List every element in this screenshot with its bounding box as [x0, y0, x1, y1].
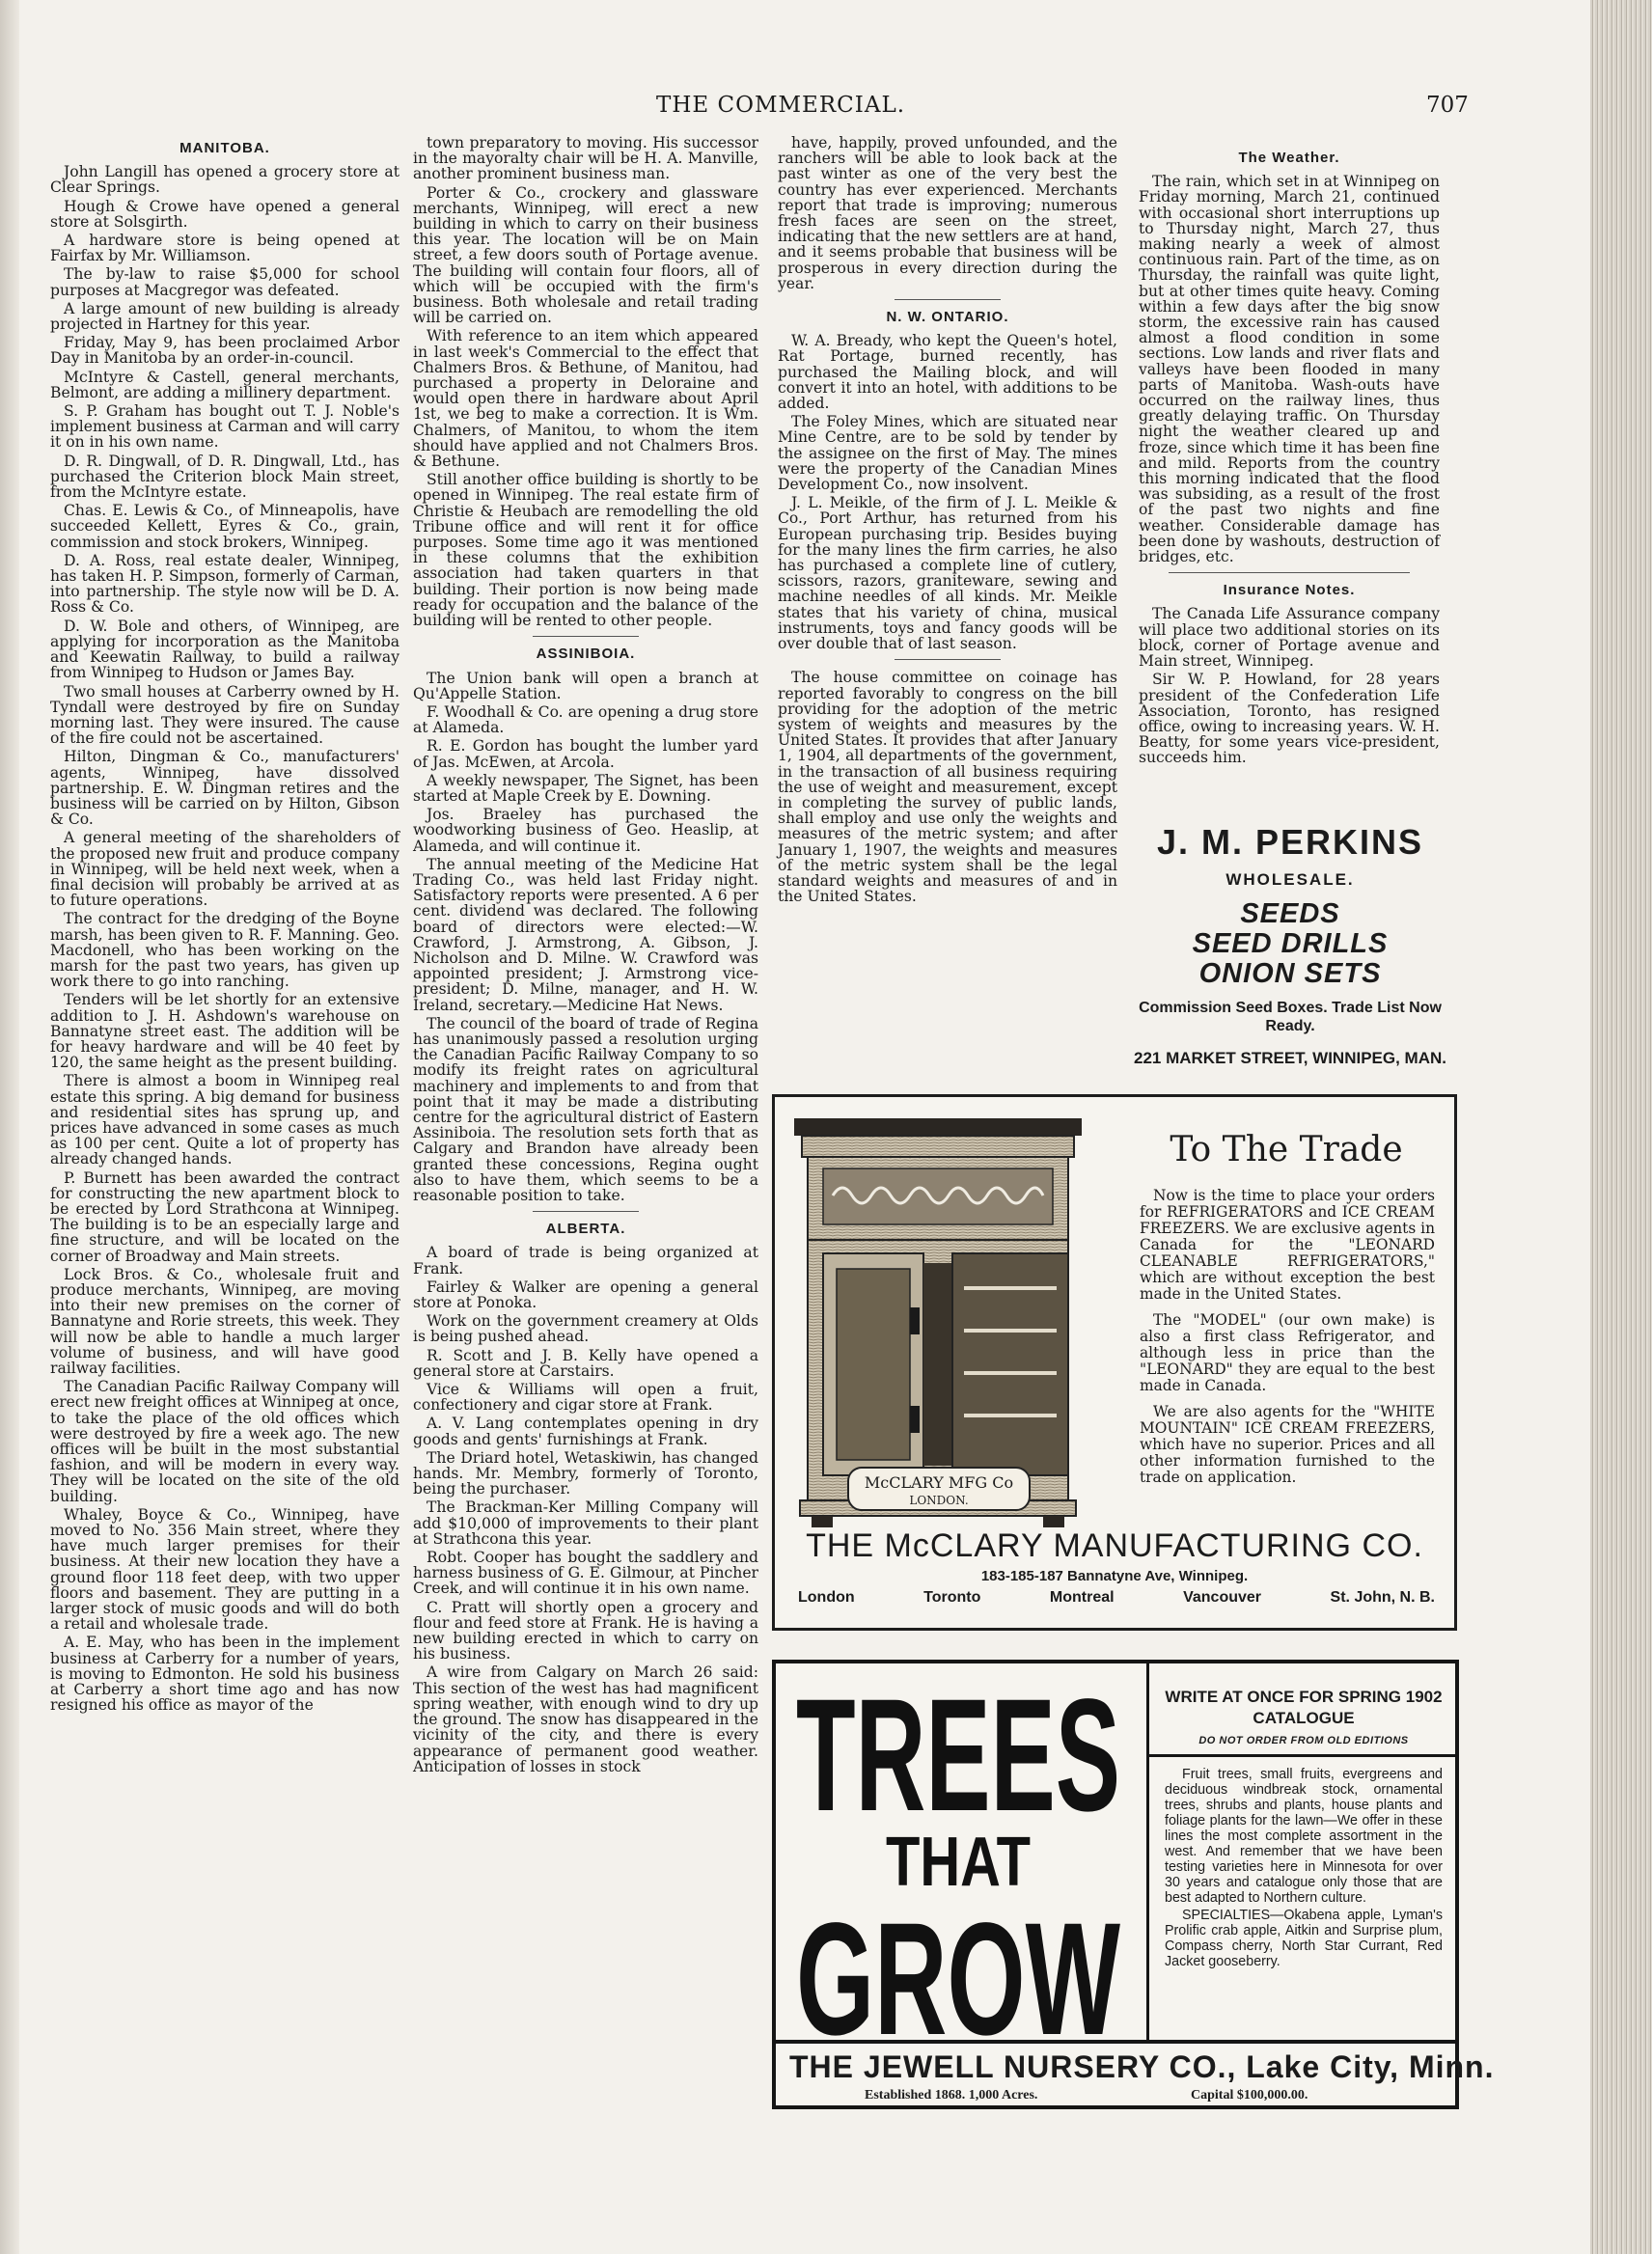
perkins-commission-note: Commission Seed Boxes. Trade List Now Ready.: [1139, 1000, 1442, 1034]
article-paragraph: F. Woodhall & Co. are opening a drug store at Alameda.: [413, 702, 758, 737]
article-paragraph: The by-law to raise $5,000 for school purposes at Macgregor was defeated.: [50, 265, 399, 299]
article-paragraph: A. E. May, who has been in the implement business at Carberry for a number of years, is moving to Edmonton. He sold his business at Carberry a short time ago and has now resigned his office as mayor of the: [50, 1634, 399, 1715]
refrigerator-illustration: [794, 1118, 1082, 1527]
article-paragraph: S. P. Graham has bought out T. J. Noble's implement business at Carman and will carry it on in his own name.: [50, 402, 399, 452]
maker-plate-line-1: McCLARY MFG Co: [864, 1473, 1014, 1492]
article-paragraph: Chas. E. Lewis & Co., of Minneapolis, have succeeded Kellett, Eyres & Co., grain, commission and stock brokers, Winnipeg.: [50, 502, 399, 551]
article-paragraph: Lock Bros. & Co., wholesale fruit and produce merchants, Winnipeg, are moving into their new premises on the corner of Bannatyne and Rorie streets, this week. They will now be able to handle a much larger volume of business, and will have good railway facilities.: [50, 1265, 399, 1378]
article-paragraph: C. Pratt will shortly open a grocery and flour and feed store at Frank. He is having a new building erected in which to carry on his business.: [413, 1598, 758, 1663]
article-paragraph: Jos. Braeley has purchased the woodworking business of Geo. Heaslip, at Alameda, and will continue it.: [413, 806, 758, 855]
article-paragraph: Sir W. P. Howland, for 28 years president of the Confederation Life Association, Toronto, has resigned office, owing to increasing years. W. H. Beatty, for some years vice-president, succeeds him.: [1139, 671, 1440, 767]
publication-title: THE COMMERCIAL.: [656, 93, 906, 118]
article-paragraph: Two small houses at Carberry owned by H. Tyndall were destroyed by fire on Sunday morning last. They were insured. The cause of the fire could not be ascertained.: [50, 682, 399, 748]
right-page-edges: [1590, 0, 1652, 2254]
article-paragraph: A board of trade is being organized at Frank.: [413, 1244, 758, 1278]
section-heading-insurance: Insurance Notes.: [1223, 582, 1356, 599]
section-divider: [895, 299, 1001, 300]
column-three: [778, 135, 1117, 907]
jewell-established: Established 1868. 1,000 Acres.: [865, 2088, 1038, 2103]
section-heading-alberta: ALBERTA.: [545, 1221, 626, 1238]
article-paragraph: Hilton, Dingman & Co., manufacturers' agents, Winnipeg, have dissolved partnership. E. W. Dingman retires and the business will be carried on by Hilton, Gibson & Co.: [50, 748, 399, 829]
article-paragraph: The Union bank will open a branch at Qu'Appelle Station.: [413, 669, 758, 702]
article-paragraph: Robt. Cooper has bought the saddlery and harness business of G. E. Gilmour, at Pincher Creek, and will continue it in his own name.: [413, 1549, 758, 1598]
article-paragraph: Hough & Crowe have opened a general store at Solsgirth.: [50, 197, 399, 231]
article-paragraph: have, happily, proved unfounded, and the ranchers will be able to look back at the past winter as one of the very best the country has ever experienced. Merchants report that trade is improving; numerous fresh faces are seen on the street, indicating that the new settlers are at hand, and it seems probable that business will be prosperous in every direction during the year.: [778, 134, 1117, 292]
maker-plate-line-2: LONDON.: [909, 1494, 969, 1507]
svg-text:GROW: GROW: [796, 1899, 1121, 2044]
article-paragraph: D. R. Dingwall, of D. R. Dingwall, Ltd., has purchased the Criterion block Main street, from the McIntyre estate.: [50, 452, 399, 502]
article-paragraph: Work on the government creamery at Olds is being pushed ahead.: [413, 1312, 758, 1346]
page-number: 707: [1426, 93, 1469, 118]
article-paragraph: A weekly newspaper, The Signet, has been started at Maple Creek by E. Downing.: [413, 771, 758, 805]
section-divider: [895, 659, 1001, 660]
article-paragraph: A hardware store is being opened at Fairfax by Mr. Williamson.: [50, 232, 399, 265]
svg-text:TREES: TREES: [796, 1675, 1120, 1820]
article-paragraph: The Canadian Pacific Railway Company will erect new freight offices at Winnipeg at once, to take the place of the old offices which were destroyed by fire a week ago. The new offices will be built in the most substantial fashion, and will be modern in every way. They will be located on the site of the old building.: [50, 1378, 399, 1505]
article-paragraph: The Foley Mines, which are situated near Mine Centre, are to be sold by tender by the assignee on the first of May. The mines were the property of the Canadian Mines Development Co., now insolvent.: [778, 413, 1117, 494]
article-paragraph: The Driard hotel, Wetaskiwin, has changed hands. Mr. Membry, formerly of Toronto, being the purchaser.: [413, 1448, 758, 1498]
to-the-trade-heading: To The Trade: [1170, 1130, 1403, 1169]
section-divider: [533, 636, 639, 637]
article-paragraph: Still another office building is shortly to be opened in Winnipeg. The real estate firm of Christie & Heubach are remodelling the old Tribune office and will rent it for office purposes. Some time ago it was mentioned in these columns that the exhibition association had taken quarters in that building. Their portion is now being made ready for occupation and the balance of the building will be rented to other people.: [413, 471, 758, 630]
old-editions-notice: DO NOT ORDER FROM OLD EDITIONS: [1198, 1735, 1409, 1746]
perkins-wholesale: WHOLESALE.: [1225, 870, 1355, 889]
city-toronto: Toronto: [923, 1589, 981, 1606]
mcclary-cities: [798, 1589, 1435, 1607]
section-heading-weather: The Weather.: [1238, 150, 1340, 166]
article-paragraph: The council of the board of trade of Regina has unanimously passed a resolution urging the Canadian Pacific Railway Company to so modify its freight rates on agricultural machinery and implements to and from that point that it may be made a distributing centre for the agricultural district of Eastern Assiniboia. The resolution sets forth that as Calgary and Brandon have already been granted these concessions, Regina ought also to have them, which seems to be a reasonable position to take.: [413, 1014, 758, 1204]
article-paragraph: Porter & Co., crockery and glassware merchants, Winnipeg, will erect a new building in which to carry on their business this year. The location will be on Main street, a few doors south of Portage avenue. The building will contain four floors, all of which will be occupied with the firm's business. Both wholesale and retail trading will be carried on.: [413, 183, 758, 327]
article-paragraph: J. L. Meikle, of the firm of J. L. Meikle & Co., Port Arthur, has returned from his European purchasing trip. Besides buying for the many lines the firm carries, he also has purchased a complete line of cutlery, scissors, razors, graniteware, sewing and machine needles of all kinds. Mr. Meikle states that his variety of china, musical instruments, toys and fancy goods will be over double that of last season.: [778, 494, 1117, 653]
article-paragraph: The contract for the dredging of the Boyne marsh, has been given to R. F. Manning. Geo. Macdonell, who has been working on the marsh for the past two years, has given up work there to go into ranching.: [50, 910, 399, 991]
perkins-product-seeds: SEEDS: [1240, 898, 1340, 929]
article-paragraph: town preparatory to moving. His successor in the mayoralty chair will be H. A. Manville, another prominent business man.: [413, 134, 758, 183]
article-paragraph: The Canada Life Assurance company will place two additional stories on its block, corner of Portage avenue and Main street, Winnipeg.: [1139, 605, 1440, 671]
jewell-catalogue-panel: [1146, 1663, 1458, 2042]
nw-ontario-items: [778, 333, 1117, 651]
article-paragraph: P. Burnett has been awarded the contract for constructing the new apartment block to be erected by Lord Strathcona at Winnipeg. The building is to be an especially large and fine structure, and will be located on the corner of Broadway and Main streets.: [50, 1168, 399, 1265]
article-paragraph: A large amount of new building is already projected in Hartney for this year.: [50, 299, 399, 334]
insurance-items: [1139, 606, 1440, 765]
article-paragraph: A wire from Calgary on March 26 said: This section of the west has had magnificent spring weather, with enough wind to dry up the ground. The snow has disappeared in the vicinity of the city, and there is every appearance of permanent good weather. Anticipation of losses in stock: [413, 1663, 758, 1775]
alberta-items: [413, 1245, 758, 1774]
city-st-john: St. John, N. B.: [1330, 1589, 1435, 1606]
article-paragraph: A. V. Lang contemplates opening in dry goods and gents' furnishings at Frank.: [413, 1415, 758, 1448]
jewell-paragraph: Fruit trees, small fruits, evergreens and deciduous windbreak stock, ornamental trees, shrubs and plants, house plants and foliage plants for the lawn—We offer in these lines the most complete assortment in the west. And remember that we have been testing varieties here in Minnesota for over 30 years and catalogue only those that are best adapted to Northern culture.: [1165, 1767, 1443, 1906]
mcclary-paragraph: The "MODEL" (our own make) is also a first class Refrigerator, and although less in price than the "LEONARD" they are equal to the best made in Canada.: [1140, 1311, 1435, 1394]
article-paragraph: R. Scott and J. B. Kelly have opened a general store at Carstairs.: [413, 1346, 758, 1380]
alberta-continued-items: [778, 135, 1117, 291]
banner-word-that: [789, 1822, 1127, 1899]
article-paragraph: Whaley, Boyce & Co., Winnipeg, have moved to No. 356 Main street, where they have much larger premises for their business. At their new location they have a ground floor 118 feet deep, with two upper floors and basement. They are putting in a larger stock of music goods and will do both a retail and wholesale trade.: [50, 1505, 399, 1634]
mcclary-paragraph: Now is the time to place your orders for REFRIGERATORS and ICE CREAM FREEZERS. We are exclusive agents in Canada for the "LEONARD CLEANABLE REFRIGERATORS," which are without exception the best made in the United States.: [1140, 1187, 1435, 1303]
perkins-products: [1131, 899, 1449, 989]
banner-word-trees: [789, 1675, 1127, 1820]
mcclary-advertisement: [772, 1094, 1457, 1631]
manitoba-items: [50, 164, 399, 1713]
left-page-edge: [0, 0, 19, 2254]
article-paragraph: With reference to an item which appeared in last week's Commercial to the effect that Chalmers Bros. & Bethune, of Manitou, had purchased a property in Deloraine and would open there in hardware about April 1st, we beg to make a correction. It is Wm. Chalmers, of Manitou, to whom the item should have applied and not Chalmers Bros. & Bethune.: [413, 327, 758, 471]
perkins-address: 221 MARKET STREET, WINNIPEG, MAN.: [1134, 1049, 1446, 1067]
section-heading-nw-ontario: N. W. ONTARIO.: [886, 309, 1009, 326]
article-paragraph: Tenders will be let shortly for an extensive addition to J. H. Ashdown's warehouse on Bannatyne street east. The addition will be for heavy hardware and will be 40 feet by 120, the same height as the present building.: [50, 991, 399, 1072]
page-header: [0, 93, 1602, 122]
article-paragraph: John Langill has opened a grocery store at Clear Springs.: [50, 163, 399, 197]
column-two: [413, 135, 758, 1777]
jewell-company-name: THE JEWELL NURSERY CO., Lake City, Minn.: [789, 2049, 1495, 2084]
article-paragraph: Fairley & Walker are opening a general store at Ponoka.: [413, 1278, 758, 1312]
perkins-product-seed-drills: SEED DRILLS: [1192, 928, 1389, 959]
coinage-items: [778, 670, 1117, 904]
column-four: [1139, 145, 1440, 769]
article-paragraph: McIntyre & Castell, general merchants, Belmont, are adding a millinery department.: [50, 368, 399, 401]
assiniboia-items: [413, 671, 758, 1204]
trees-that-grow-banner: [789, 1675, 1127, 2044]
perkins-advertisement: [1131, 809, 1449, 1079]
column-manitoba: [50, 135, 399, 1717]
jewell-footer: [776, 2040, 1495, 2109]
mcclary-body: [1140, 1188, 1435, 1496]
city-vancouver: Vancouver: [1183, 1589, 1262, 1606]
jewell-nursery-advertisement: [772, 1660, 1495, 2109]
article-paragraph: There is almost a boom in Winnipeg real estate this spring. A big demand for business and residential sites has sprung up, and prices have advanced in some cases as much as 100 per cent. Quite a lot of property has already changed hands.: [50, 1072, 399, 1168]
perkins-product-onion-sets: ONION SETS: [1198, 958, 1382, 989]
article-paragraph: W. A. Bready, who kept the Queen's hotel, Rat Portage, burned recently, has purchased the Mailing block, and will convert it into an hotel, with additions to be added.: [778, 332, 1117, 413]
section-heading-manitoba: MANITOBA.: [179, 140, 270, 156]
manitoba-continued-items: [413, 135, 758, 628]
article-paragraph: D. A. Ross, real estate dealer, Winnipeg, has taken H. P. Simpson, formerly of Carman, into partnership. The style now will be D. A. Ross & Co.: [50, 551, 399, 617]
article-paragraph: R. E. Gordon has bought the lumber yard of Jas. McEwen, at Arcola.: [413, 737, 758, 771]
article-paragraph: The annual meeting of the Medicine Hat Trading Co., was held last Friday night. Satisfactory reports were presented. A 6 per cent. dividend was declared. The following board of directors were elected:—W. Crawford, J. Armstrong, A. Gibson, J. Nicholson and D. Milne. W. Crawford was appointed president; J. Armstrong vice-president; D. Milne, manager, and H. W. Ireland, secretary.—Medicine Hat News.: [413, 855, 758, 1014]
mcclary-paragraph: We are also agents for the "WHITE MOUNTAIN" ICE CREAM FREEZERS, which have no superior. Prices and all other information furnished to the trade on application.: [1140, 1403, 1435, 1486]
article-paragraph: Friday, May 9, has been proclaimed Arbor Day in Manitoba by an order-in-council.: [50, 334, 399, 368]
catalogue-heading: WRITE AT ONCE FOR SPRING 1902 CATALOGUE: [1165, 1688, 1443, 1727]
article-paragraph: The Brackman-Ker Milling Company will add $10,000 of improvements to their plant at Strathcona this year.: [413, 1498, 758, 1548]
jewell-capital: Capital $100,000.00.: [1191, 2088, 1308, 2103]
section-divider: [533, 1211, 639, 1212]
article-paragraph: The house committee on coinage has reported favorably to congress on the bill providing for the adoption of the metric system of weights and measures by the United States. It provides that after January 1, 1904, all departments of the government, in the transaction of all business requiring the use of weight and measurement, except in completing the survey of public lands, shall employ and use only the weights and measures of the metric system; and after January 1, 1907, the weights and measures of the metric system shall be the legal standard weights and measures of and in the United States.: [778, 669, 1117, 906]
mcclary-company-name: THE McCLARY MANUFACTURING CO.: [806, 1527, 1423, 1564]
jewell-specialties: SPECIALTIES—Okabena apple, Lyman's Prolific crab apple, Aitkin and Surprise plum, Compass cherry, North Star Currant, Red Jacket gooseberry.: [1165, 1908, 1443, 1969]
svg-text:THAT: THAT: [886, 1824, 1032, 1899]
weather-items: [1139, 174, 1440, 564]
city-montreal: Montreal: [1049, 1589, 1115, 1606]
article-paragraph: D. W. Bole and others, of Winnipeg, are applying for incorporation as the Manitoba and Keewatin Railway, to build a railway from Winnipeg to Hudson or James Bay.: [50, 617, 399, 682]
section-heading-assiniboia: ASSINIBOIA.: [536, 646, 636, 663]
jewell-body: [1149, 1757, 1458, 1969]
city-london: London: [798, 1589, 855, 1606]
banner-word-grow: [789, 1899, 1127, 2044]
perkins-name: J. M. PERKINS: [1156, 822, 1424, 862]
article-paragraph: A general meeting of the shareholders of the proposed new fruit and produce company in Winnipeg, will be held next week, when a final decision will probably be arrived at as to future operations.: [50, 829, 399, 910]
section-divider: [1169, 572, 1410, 573]
mcclary-address: 183-185-187 Bannatyne Ave, Winnipeg.: [980, 1568, 1249, 1584]
article-paragraph: Vice & Williams will open a fruit, confectionery and cigar store at Frank.: [413, 1381, 758, 1415]
article-paragraph: The rain, which set in at Winnipeg on Friday morning, March 21, continued with occasional short interruptions up to Thursday night, March 27, thus making nearly a week of almost continuous rain. Part of the time, as on Thursday, the rainfall was quite light, but at other times quite heavy. Coming within a few days after the big snow storm, the excessive rain has caused almost a flood condition in some sections. Low lands and river flats and valleys have been flooded in many parts of Manitoba. Wash-outs have occurred on the railway lines, thus greatly delaying traffic. On Thursday night the weather cleared up and froze, since which time it has been fine and mild. Reports from the country this morning indicated that the flood was subsiding, as a result of the frost of the past two nights and fine weather. Considerable damage has been done by washouts, destruction of bridges, etc.: [1139, 173, 1440, 566]
